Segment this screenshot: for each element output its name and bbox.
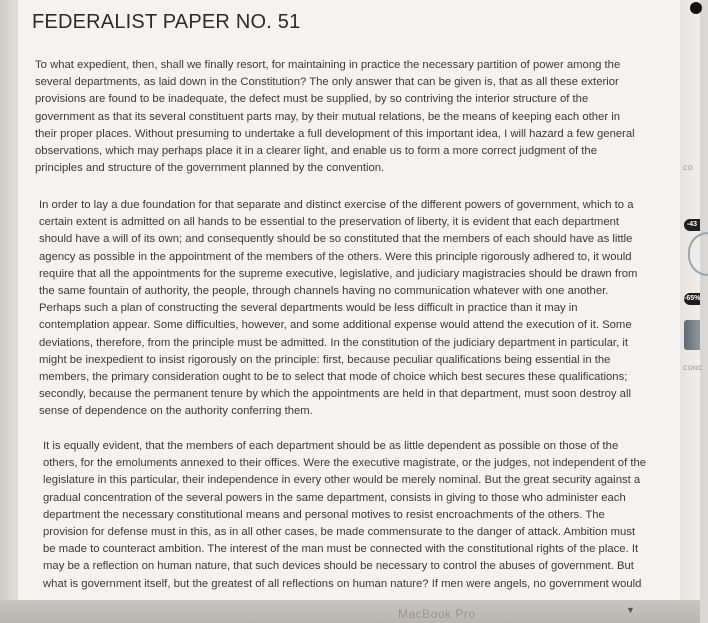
text-line: sense of dependence on the authority conferring them. [39,405,313,418]
sidebar-thumbnail[interactable] [684,320,700,350]
text-line: certain extent is admitted on all hands to be essential to the preservation of liberty, it is evident that each department [39,216,620,229]
text-line: should have a will of its own; and consequently should be so constituted that the members of each should have as little [39,233,633,246]
text-line: the same fountain of authority, the people, through channels having no communication whatever with one another. [39,285,609,298]
text-line: several departments, as laid down in the Constitution? The only answer that can be given is, that as all these exterior [35,76,619,89]
text-line: legislature in this particular, their independence in every other would be merely nominal. But the great security against a [43,474,641,487]
text-line: contemplation appear. Some difficulties, however, and some additional expense would attend the execution of it. Some [39,319,632,332]
text-line: government as that its several constituent parts may, by their mutual relations, be the means of keeping each other in [35,110,621,123]
record-dot-icon[interactable] [690,2,702,14]
chevron-down-icon: ▼ [626,605,635,615]
text-line: might be inexpedient to insist rigorously on the principle: first, because peculiar qualifications being essential in the [39,353,611,366]
text-line: others, for the emoluments annexed to their offices. Were the executive magistrate, or the judges, not independent of the [43,457,647,470]
page-title: FEDERALIST PAPER NO. 51 [32,11,301,33]
left-bezel [0,0,18,623]
document-page [18,0,680,600]
sidebar-label-bottom: CONC [683,366,703,372]
paragraph-1 [35,57,635,177]
text-line: require that all the appointments for the supreme executive, legislative, and judiciary magistracies should be drawn from [39,267,638,280]
text-line: may be a reflection on human nature, that such devices should be necessary to control the abuses of government. But [43,560,634,573]
paragraph-2 [39,197,637,421]
text-line: what is government itself, but the greatest of all reflections on human nature? If men were angels, no government would [43,577,642,590]
text-line: department the necessary constitutional means and personal motives to resist encroachments of the others. The [43,508,605,521]
paragraph-3 [43,438,646,593]
text-line: secondly, because the permanent tenure by which the appointments are held in that department, must soon destroy all [39,388,631,401]
text-line: their proper places. Without presuming to undertake a full development of this important idea, I will hazard a few general [35,127,635,140]
score-badge[interactable]: -43 [684,219,700,231]
laptop-bezel [0,600,700,623]
text-line: gradual concentration of the several powers in the same department, consists in giving to those who administer each [43,491,626,504]
percent-badge[interactable]: -65% [684,293,700,305]
text-line: be made to counteract ambition. The interest of the man must be connected with the constitutional rights of the place. It [43,543,639,556]
text-line: provisions are found to be inadequate, the defect must be supplied, by so contriving the interior structure of the [35,93,589,106]
text-line: deviations, therefore, from the principle must be admitted. In the constitution of the judiciary department in particular, it [39,336,628,349]
text-line: provision for defense must in this, as in all other cases, be made commensurate to the danger of attack. Ambition must [43,526,636,539]
sidebar-label-top: CO [683,166,693,172]
text-line: observations, which may perhaps place it in a clearer light, and enable us to form a more correct judgment of the [35,145,597,158]
text-line: members, the primary consideration ought to be to select that mode of choice which best secures these qualifications; [39,371,628,384]
text-line: It is equally evident, that the members of each department should be as little dependent as possible on those of the [43,440,619,452]
text-line: To what expedient, then, shall we finally resort, for maintaining in practice the necessary partition of power among the [35,59,621,71]
text-line: agency as possible in the appointment of the members of the others. Were this principle rigorously adhered to, it would [39,250,632,263]
right-sidebar [680,0,700,623]
text-line: principles and structure of the government planned by the convention. [35,162,385,175]
text-line: In order to lay a due foundation for that separate and distinct exercise of the different powers of government, which to a [39,199,634,211]
device-watermark: MacBook Pro [398,607,476,621]
text-line: Perhaps such a plan of constructing the several departments would be less difficult in practice than it may in [39,302,578,315]
